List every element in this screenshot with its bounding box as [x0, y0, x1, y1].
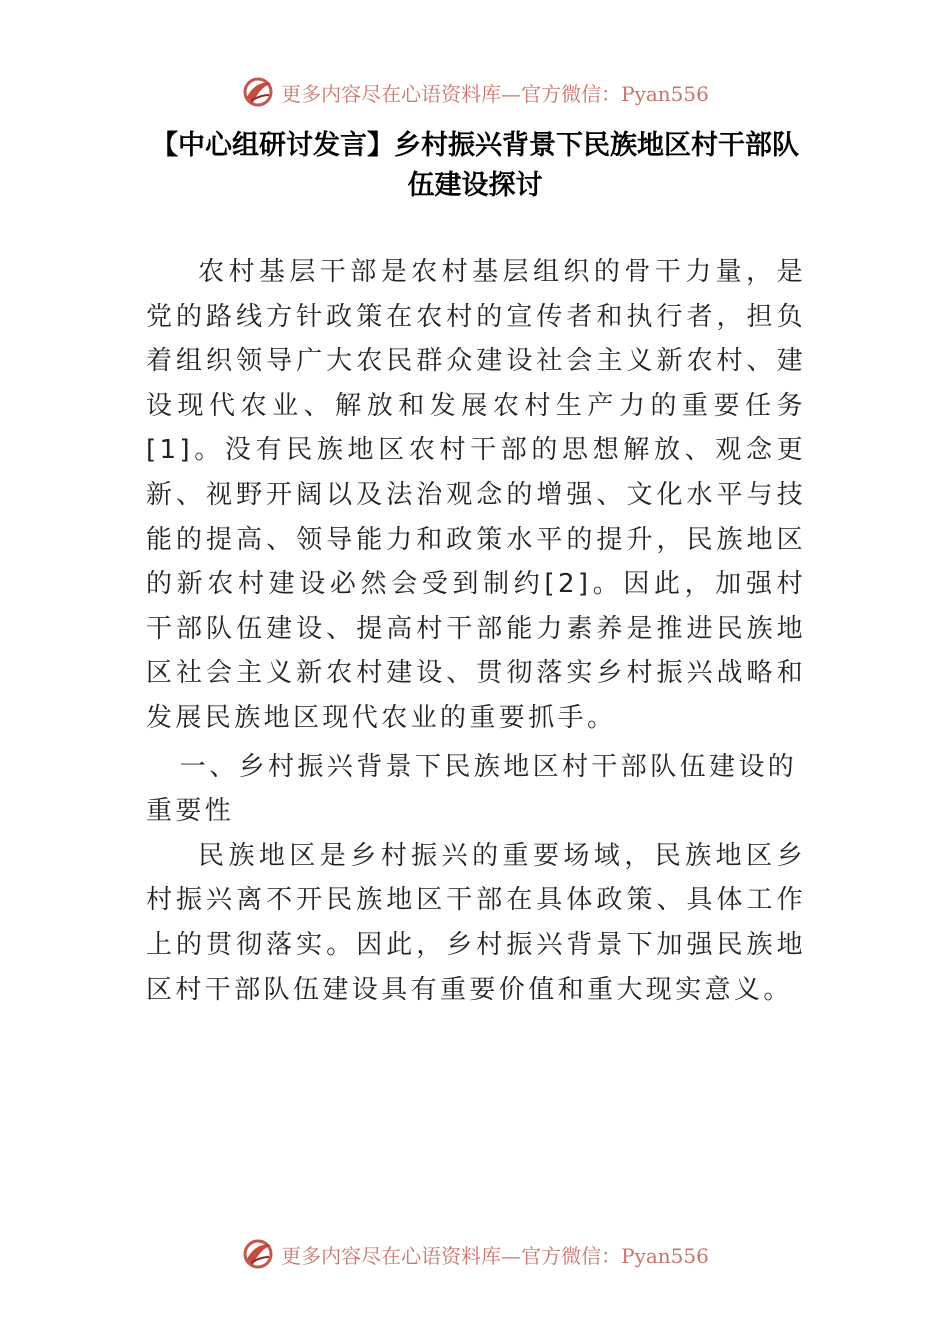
document-title: 【中心组研讨发言】乡村振兴背景下民族地区村干部队伍建设探讨 — [151, 130, 799, 201]
section-heading: 一、乡村振兴背景下民族地区村干部队伍建设的重要性 — [146, 751, 798, 827]
brush-logo-icon — [241, 75, 275, 109]
header-banner — [0, 72, 950, 112]
footer-banner — [0, 1234, 950, 1274]
header-banner-text: 更多内容尽在心语资料库—官方微信：Pyan556 — [281, 81, 709, 106]
paragraph-section-1: 民族地区是乡村振兴的重要场域，民族地区乡村振兴离不开民族地区干部在具体政策、具体工作上的贯彻落实。因此，乡村振兴背景下加强民族地区村干部队伍建设具有重要价值和重大现实意义。 — [146, 840, 806, 1005]
footer-banner-text: 更多内容尽在心语资料库—官方微信：Pyan556 — [281, 1243, 709, 1268]
paragraph-intro: 农村基层干部是农村基层组织的骨干力量，是党的路线方针政策在农村的宣传者和执行者，担负着组织领导广大农民群众建设社会主义新农村、建设现代农业、解放和发展农村生产力的重要任务[1]。没有民族地区农村干部的思想解放、观念更新、视野开阔以及法治观念的增强、文化水平与技能的提高、领导能力和政策水平的提升，民族地区的新农村建设必然会受到制约[2]。因此，加强村干部队伍建设、提高村干部能力素养是推进民族地区社会主义新农村建设、贯彻落实乡村振兴战略和发展民族地区现代农业的重要抓手。 — [146, 257, 806, 733]
brush-logo-icon — [241, 1237, 275, 1271]
document-body — [146, 250, 806, 1012]
